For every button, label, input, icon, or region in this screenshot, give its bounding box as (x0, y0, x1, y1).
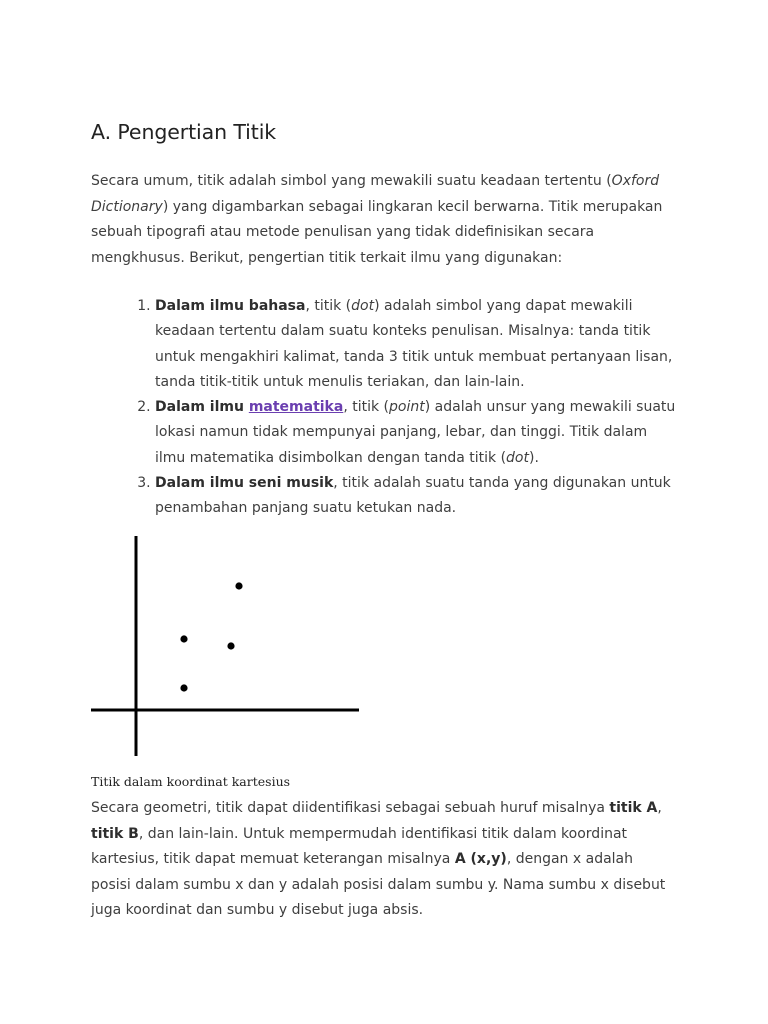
list-item-italic: point (389, 399, 425, 416)
list-item-text: , titik ( (343, 399, 390, 416)
list-item-italic: dot (506, 449, 529, 466)
list-item-text: , titik adalah suatu tanda yang digunakan untuk penambahan panjang suatu ketukan nada. (155, 475, 671, 517)
list-item-bold: Dalam ilmu seni musik (155, 475, 334, 492)
list-item-text: , titik ( (305, 298, 352, 314)
list-item-text: ). (529, 449, 539, 466)
geometry-paragraph (91, 796, 666, 924)
list-item-bold: Dalam ilmu bahasa (155, 298, 306, 314)
intro-text-1: Secara umum, titik adalah simbol yang mewakili suatu keadaan tertentu ( (91, 173, 612, 189)
geometry-bold: A (x,y) (454, 851, 507, 867)
geometry-bold: titik B (91, 825, 139, 842)
list-item-text: ) adalah simbol yang dapat mewakili keadaan tertentu dalam suatu konteks penulisan. Misalnya: tanda titik untuk mengakhiri kalimat, tanda 3 titik untuk membuat pertanyaan lisan, tanda titik-titik untuk menulis teriakan, dan lain-lain. (155, 298, 673, 390)
list-item (155, 471, 677, 522)
geometry-text: , dan lain-lain. Untuk mempermudah identifikasi titik dalam koordinat kartesius, titik dapat memuat keterangan misalnya (91, 825, 628, 867)
geometry-bold: titik A (609, 800, 658, 816)
geometry-text: Secara geometri, titik dapat diidentifikasi sebagai sebuah huruf misalnya (91, 800, 610, 816)
geometry-text: , dengan x adalah posisi dalam sumbu x dan y adalah posisi dalam sumbu y. Nama sumbu x disebut juga koordinat dan sumbu y disebut juga absis. (91, 851, 666, 918)
list-item-bold: Dalam ilmu (155, 399, 249, 416)
list-item (155, 294, 677, 395)
intro-italic: Oxford Dictionary (91, 173, 660, 215)
point (180, 635, 187, 642)
point (227, 642, 234, 649)
geometry-text: , (657, 800, 662, 816)
list-item (155, 395, 677, 471)
definition-list (91, 294, 677, 522)
point (180, 684, 187, 691)
section-heading: A. Pengertian Titik (91, 120, 277, 144)
figure-caption: Titik dalam koordinat kartesius (91, 774, 291, 789)
intro-paragraph (91, 169, 673, 271)
point (235, 582, 242, 589)
list-item-italic: dot (351, 298, 375, 314)
intro-text-2: ) yang digambarkan sebagai lingkaran kecil berwarna. Titik merupakan sebuah tipografi atau metode penulisan yang tidak didefinisikan secara mengkhusus. Berikut, pengertian titik terkait ilmu yang digunakan: (91, 198, 663, 266)
matematika-link[interactable]: matematika (248, 399, 344, 416)
cartesian-diagram (91, 532, 361, 760)
list-item-text: ) adalah unsur yang mewakili suatu lokasi namun tidak mempunyai panjang, lebar, dan tinggi. Titik dalam ilmu matematika disimbolkan dengan tanda titik ( (155, 399, 676, 466)
